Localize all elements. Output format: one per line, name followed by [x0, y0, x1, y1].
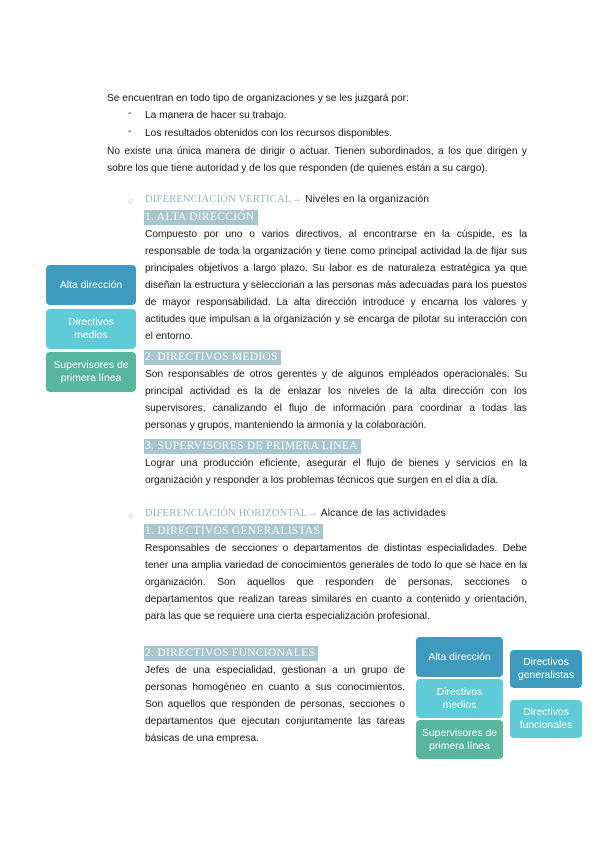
circle-bullet-icon: ○ [128, 510, 134, 520]
diagram2-box-directivos-medios: Directivos medios [416, 679, 503, 718]
intro-bullet-1: La manera de hacer su trabajo. [145, 110, 287, 121]
section-heading-alta-direccion: 1. ALTA DIRECCIÓN [144, 210, 258, 225]
intro-bullet-2: Los resultados obtenidos con los recursos disponibles. [145, 128, 392, 139]
circle-bullet-icon: ○ [128, 196, 134, 206]
diagram-box-supervisores: Supervisores de primera línea [46, 352, 136, 392]
section-body-alta-direccion: Compuesto por uno o varios directivos, al encontrarse en la cúspide, es la responsable de toda la organización y tiene como principal actividad la de fijar sus principales objetivos a largo plazo. Su labor es de naturaleza estratégica ya que diseñan la estructura y seleccionan a las personas más adecuadas para los puestos de mayor responsabilidad. La alta dirección introduce y encarna los valores y actitudes que impulsan a la organización y se encarga de pilotar su interacción con el entorno. [145, 229, 527, 342]
intro-paragraph: No existe una única manera de dirigir o actuar. Tienen subordinados, a los que dirigen y sobre los que tiene autoridad y de los que responden (de quienes están a su cargo). [107, 146, 527, 174]
section-body-directivos-medios: Son responsables de otros gerentes y de algunos empleados operacionales. Su principal actividad es la de enlazar los niveles de la alta dirección con los supervisores, canalizando el flujo de información para coordinar a todas las personas y grupos, manteniendo la armonía y la colaboración. [145, 369, 527, 431]
diagram-box-alta-direccion: Alta dirección [46, 265, 136, 305]
horizontal-title-suffix: Alcance de las actividades [318, 508, 446, 519]
section-heading-supervisores: 3. SUPERVISORES DE PRIMERA LINEA [144, 439, 361, 454]
diagram-box-directivos-medios: Directivos medios [46, 309, 136, 349]
diagram2-box-generalistas: Directivos generalistas [510, 650, 582, 688]
horizontal-title-text: DIFERENCIACIÓN HORIZONTAL→ [145, 508, 319, 519]
vertical-title-text: DIFERENCIACIÓN VERTICAL→ [145, 194, 303, 205]
diagram2-box-supervisores: Supervisores de primera línea [416, 720, 503, 759]
intro-line: Se encuentran en todo tipo de organizaciones y se les juzgará por: [107, 93, 409, 104]
section-body-funcionales: Jefes de una especialidad, gestionan a un grupo de personas homogéneo en cuanto a sus conocimientos. Son aquellos que responden de personas, secciones o departamentos que ejecutan conjuntamente las tareas básicas de una empresa. [145, 665, 405, 744]
section-body-generalistas: Responsables de secciones o departamentos de distintas especialidades. Debe tener una amplia variedad de conocimientos generales de todo lo que se hace en la organización. Son aquellos que responden de personas, secciones o departamentos que realizan tareas similares en cuanto a contenido y orientación, para las que se requiere una cierta especialización profesional. [145, 543, 527, 622]
vertical-title [145, 194, 429, 205]
section-heading-directivos-medios: 2. DIRECTIVOS MEDIOS [144, 350, 281, 365]
diagram2-box-alta-direccion: Alta dirección [416, 637, 503, 677]
section-heading-funcionales: 2. DIRECTIVOS FUNCIONALES [144, 646, 318, 661]
bullet-marker: - [128, 126, 132, 137]
bullet-marker: - [128, 108, 132, 119]
section-body-supervisores: Lograr una producción eficiente, asegurar el flujo de bienes y servicios en la organización y responder a los problemas técnicos que surgen en el día a día. [145, 458, 527, 486]
diagram2-box-funcionales: Directivos funcionales [510, 700, 582, 738]
vertical-title-suffix: Niveles en la organización [302, 194, 430, 205]
section-heading-generalistas: 1. DIRECTIVOS GENERALISTAS [144, 524, 323, 539]
horizontal-title [145, 508, 446, 519]
